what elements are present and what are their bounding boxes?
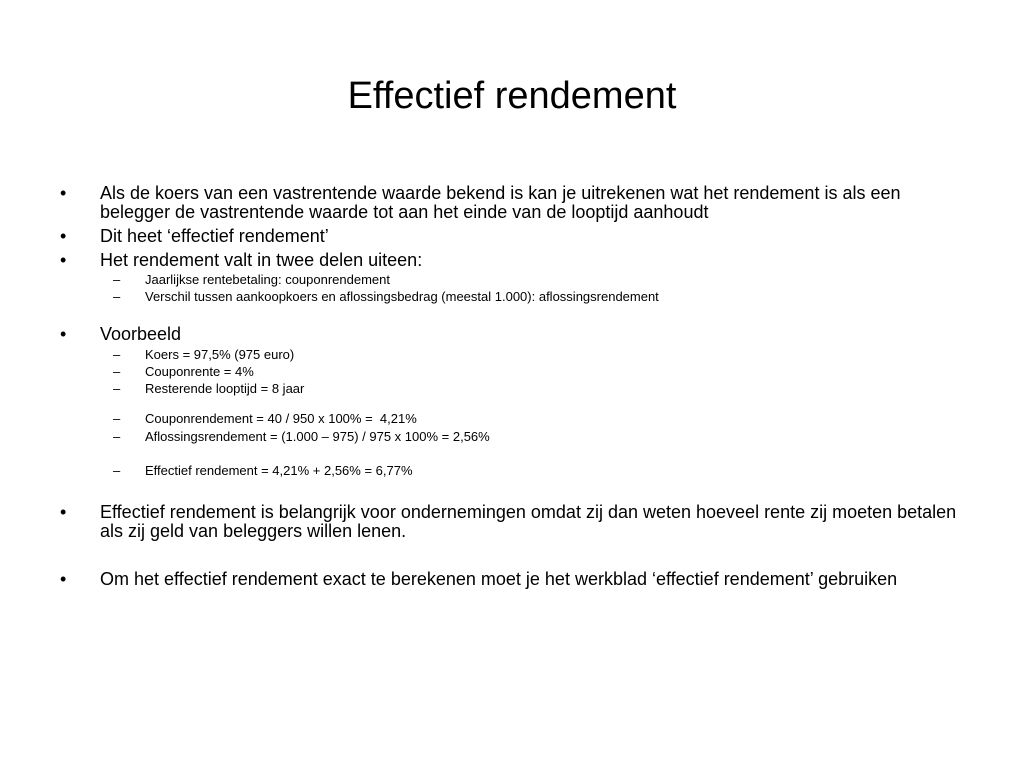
dash-mark: – — [113, 381, 121, 396]
bullet-text: Om het effectief rendement exact te berekenen moet je het werkblad ‘effectief rendement’ gebruiken — [100, 569, 898, 589]
dash-mark: – — [113, 347, 121, 362]
bullet-mark: • — [60, 250, 67, 270]
bullet-text: Dit heet ‘effectief rendement’ — [100, 226, 329, 246]
dash-mark: – — [113, 411, 121, 426]
bullet-mark: • — [60, 502, 67, 522]
bullet-text: Effectief rendement is belangrijk voor ondernemingen omdat zij dan weten hoeveel rente zij moeten betalen als zij geld van beleggers willen lenen. — [100, 502, 957, 541]
sub-bullet-text: Effectief rendement = 4,21% + 2,56% = 6,77% — [145, 463, 413, 478]
bullet-text: Als de koers van een vastrentende waarde bekend is kan je uitrekenen wat het rendement is als een belegger de vastrentende waarde tot aan het einde van de looptijd aanhoudt — [100, 183, 901, 222]
dash-mark: – — [113, 429, 121, 444]
sub-bullet-text: Couponrente = 4% — [145, 364, 254, 379]
dash-mark: – — [113, 463, 121, 478]
sub-bullet-text: Koers = 97,5% (975 euro) — [145, 347, 295, 362]
bullet-text: Voorbeeld — [100, 324, 182, 344]
dash-mark: – — [113, 272, 121, 287]
dash-mark: – — [113, 289, 121, 304]
sub-bullet-text: Resterende looptijd = 8 jaar — [145, 381, 305, 396]
bullet-mark: • — [60, 324, 67, 344]
sub-bullet-text: Verschil tussen aankoopkoers en aflossingsbedrag (meestal 1.000): aflossingsrendement — [145, 289, 659, 304]
slide-title: Effectief rendement — [347, 75, 677, 117]
bullet-mark: • — [60, 183, 67, 203]
bullet-text: Het rendement valt in twee delen uiteen: — [100, 250, 423, 270]
sub-bullet-text: Aflossingsrendement = (1.000 – 975) / 975 x 100% = 2,56% — [145, 429, 490, 444]
sub-bullet-text: Jaarlijkse rentebetaling: couponrendement — [145, 272, 390, 287]
bullet-mark: • — [60, 226, 67, 246]
dash-mark: – — [113, 364, 121, 379]
sub-bullet-text: Couponrendement = 40 / 950 x 100% = 4,21% — [145, 411, 417, 426]
bullet-mark: • — [60, 569, 67, 589]
